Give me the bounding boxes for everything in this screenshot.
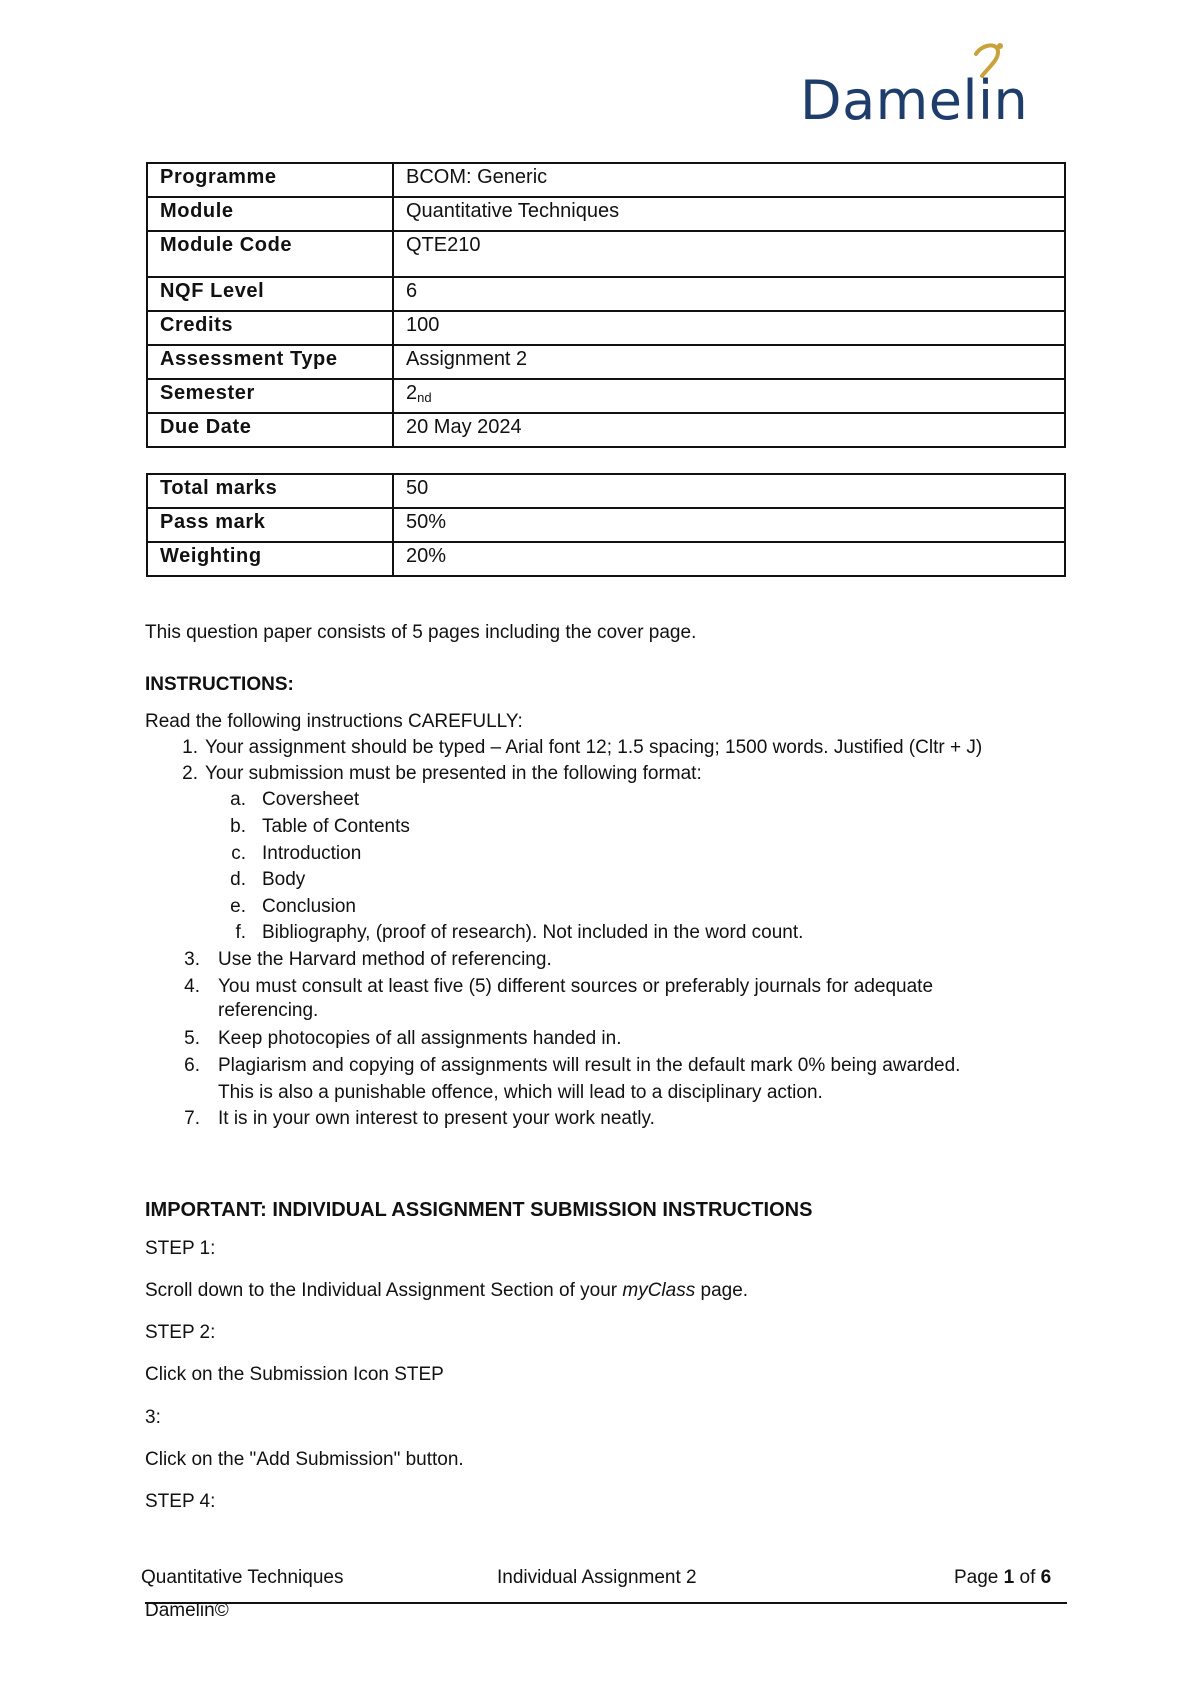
sub-item: Conclusion: [262, 896, 356, 917]
info-key: Assessment Type: [147, 345, 393, 379]
damelin-logo: [800, 40, 1040, 130]
page-number: 1: [1003, 1567, 1015, 1588]
marks-value: 20%: [393, 542, 1065, 576]
of-word: of: [1019, 1567, 1036, 1588]
info-value: Assignment 2: [393, 345, 1065, 379]
sub-item: Table of Contents: [262, 816, 410, 837]
sub-item-letter: d.: [230, 869, 246, 890]
table-row: [147, 413, 1065, 447]
info-key: Semester: [147, 379, 393, 413]
footer-copyright: Damelin©: [145, 1600, 229, 1621]
info-key: Programme: [147, 163, 393, 197]
info-key: Credits: [147, 311, 393, 345]
step-label: STEP 2:: [145, 1322, 216, 1343]
page-word: Page: [954, 1567, 999, 1588]
sub-item-letter: f.: [235, 922, 246, 943]
table-row: [147, 474, 1065, 508]
table-row: [147, 345, 1065, 379]
marks-value: 50: [393, 474, 1065, 508]
sub-item: Bibliography, (proof of research). Not included in the word count.: [262, 922, 804, 943]
step-text: Click on the "Add Submission" button.: [145, 1449, 464, 1470]
instruction-item: You must consult at least five (5) different sources or preferably journals for adequate: [218, 976, 934, 997]
marks-key: Total marks: [147, 474, 393, 508]
marks-key: Weighting: [147, 542, 393, 576]
item-number: 7.: [184, 1108, 200, 1129]
sub-item: Introduction: [262, 843, 362, 864]
marks-table: [146, 473, 1066, 577]
info-value: 6: [393, 277, 1065, 311]
step-label: 3:: [145, 1407, 161, 1428]
item-number: 5.: [184, 1028, 200, 1049]
marks-value: 50%: [393, 508, 1065, 542]
table-row: [147, 379, 1065, 413]
step1-pre: Scroll down to the Individual Assignment Section of your: [145, 1280, 623, 1301]
table-row: [147, 231, 1065, 277]
info-key: Module Code: [147, 231, 393, 277]
item-number: 2.: [182, 763, 198, 784]
instruction-item: Use the Harvard method of referencing.: [218, 949, 552, 970]
table-row: [147, 163, 1065, 197]
marks-key: Pass mark: [147, 508, 393, 542]
instruction-item: Your assignment should be typed – Arial font 12; 1.5 spacing; 1500 words. Justified (Cltr + J): [205, 737, 983, 758]
sub-item-letter: a.: [230, 789, 246, 810]
info-value: [393, 379, 1065, 413]
sub-item-letter: c.: [231, 843, 246, 864]
step-text: Click on the Submission Icon STEP: [145, 1364, 444, 1385]
semester-value: 2: [406, 382, 418, 404]
info-value: BCOM: Generic: [393, 163, 1065, 197]
footer-left: Quantitative Techniques: [141, 1567, 344, 1588]
info-value: 20 May 2024: [393, 413, 1065, 447]
step-label: STEP 4:: [145, 1491, 216, 1512]
info-key: Due Date: [147, 413, 393, 447]
instruction-item: It is in your own interest to present your work neatly.: [218, 1108, 655, 1129]
table-row: [147, 311, 1065, 345]
footer-divider: [145, 1602, 1067, 1604]
info-value: QTE210: [393, 231, 1065, 277]
instructions-heading: INSTRUCTIONS:: [145, 674, 294, 695]
info-key: NQF Level: [147, 277, 393, 311]
table-row: [147, 277, 1065, 311]
sub-item-letter: e.: [230, 896, 246, 917]
item-number: 6.: [184, 1055, 200, 1076]
item-number: 1.: [182, 737, 198, 758]
instruction-item-continued: This is also a punishable offence, which will lead to a disciplinary action.: [218, 1082, 823, 1103]
sub-item-letter: b.: [230, 816, 246, 837]
module-info-table: [146, 162, 1066, 448]
instructions-lead: Read the following instructions CAREFULLY:: [145, 711, 523, 732]
semester-suffix: nd: [417, 390, 432, 405]
instruction-item: Plagiarism and copying of assignments will result in the default mark 0% being awarded.: [218, 1055, 961, 1076]
step1-post: page.: [695, 1280, 749, 1301]
sub-item: Coversheet: [262, 789, 360, 810]
myclass-text: myClass: [622, 1280, 696, 1301]
info-key: Module: [147, 197, 393, 231]
item-number: 4.: [184, 976, 200, 997]
instruction-item: Keep photocopies of all assignments handed in.: [218, 1028, 622, 1049]
intro-text: This question paper consists of 5 pages including the cover page.: [145, 622, 697, 643]
instruction-item-continued: referencing.: [218, 1000, 319, 1021]
info-value: Quantitative Techniques: [393, 197, 1065, 231]
table-row: [147, 542, 1065, 576]
step-label: STEP 1:: [145, 1238, 216, 1259]
footer-page: [954, 1567, 1051, 1589]
sub-item: Body: [262, 869, 306, 890]
step-text: [145, 1280, 748, 1302]
table-row: [147, 197, 1065, 231]
submission-heading: IMPORTANT: INDIVIDUAL ASSIGNMENT SUBMISSION INSTRUCTIONS: [145, 1199, 813, 1221]
table-row: [147, 508, 1065, 542]
instruction-item: Your submission must be presented in the following format:: [205, 763, 702, 784]
footer-center: Individual Assignment 2: [497, 1567, 697, 1588]
item-number: 3.: [184, 949, 200, 970]
logo-text: Damelin: [800, 69, 1029, 132]
page-total: 6: [1040, 1567, 1052, 1588]
info-value: 100: [393, 311, 1065, 345]
